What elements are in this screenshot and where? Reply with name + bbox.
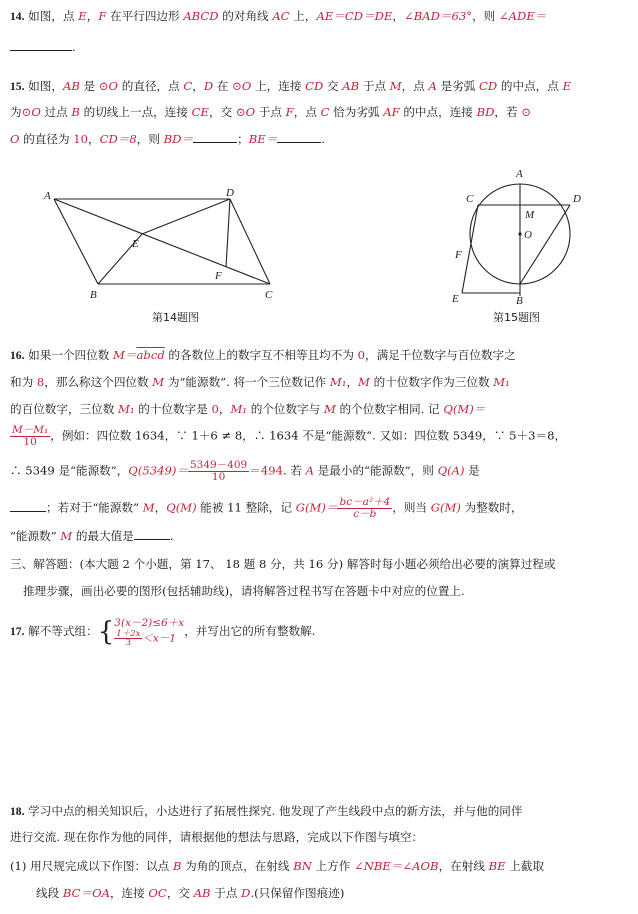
- fig14-label-f: F: [215, 270, 222, 282]
- fig15-label-c: C: [466, 193, 474, 205]
- fig14-side-dc: [230, 199, 270, 284]
- fig15-label-d: D: [573, 193, 581, 205]
- fig14-caption: 第14题图: [152, 311, 199, 324]
- fig15-label-b: B: [516, 295, 523, 305]
- fig14-label-b: B: [90, 289, 97, 301]
- fig14-segment-ed: [142, 199, 230, 234]
- fig14-label-a: A: [44, 190, 51, 202]
- q14-number: 14.: [10, 10, 25, 23]
- exam-page: 14. 如图，点 E，F 在平行四边形 ABCD 的对角线 AC 上，AE＝CD＝DE，∠BAD＝63°，则 ∠ADE＝ . 15. 如图，AB 是 ⊙O 的直径，点 C，D 在 ⊙O 上，连接 CD 交 AB 于点 M，点 A 是劣弧 CD 的中点，点 E 为⊙O 过点 B 的切线上一点，连接 CE，交 ⊙O 于点 F，点 C 恰为劣弧 AF 的中点，连接 BD，若 ⊙ O 的直径为 10，CD＝8，则 BD＝ ；BE＝ . A D E F B C 第14题图 A C D M O F E B 第15题图 16. 如果一个四位数 M＝abcd 的各数位上的数字互不相等且均不为 0，满足千位数字与百位数字之 和为 8，那么称这个四位数 M 为“能源数”. 将一个三位数记作 M₁，M 的十位数字作为三位数 M₁ 的百位数字，三位数 M₁ 的十位数字是 0，M₁ 的个位数字与 M 的个位数字相同. 记 Q(M)＝ $\frac{\text{M－M₁}}{10}$ ，例如：四位数 1634，∵ 1＋6 ≠ 8，∴ 1634 不是“能源数”. 又如：四位数 5349，∵ 5＋3＝8， ∴ 5349 是“能源数”，Q(5349)＝ $\frac{5349-409}{10}$ ＝494. 若 A 是最小的“能源数”，则 Q(A) 是 ；若对于“能源数” M，Q(M) 能被 11 整除，记 G(M)＝ $\frac{\text{bc－a²＋4}}{c-b}$ ，则当 G(M) 为整数时， “能源数” M 的最大值是 . 三、解答题：(本大题 2 个小题，第 17、 18 题 8 分，共 16 分) 解答时每小题必须给出必要的演算过程或 推理步骤，画出必要的图形(包括辅助线)，请将解答过程书写在答题卡中对应的位置上. 17. 解不等式组：{ 3(x－2)≤6＋x $\frac{1+2x}{3}$ ＜x－1 ，并写出它的所有整数解. 18. 学习中点的相关知识后，小达进行了拓展性探究. 他发现了产生线段中点的新方法，并与他的同伴 进行交流. 现在你作为他的同伴，请根据他的想法与思路，完成以下作图与填空： (1) 用尺规完成以下作图：以点 B 为角的顶点，在射线 BN 上方作 ∠NBE＝∠AOB，在射线 BE 上截取 线段 BC＝OA，连接 OC，交 AB 于点 D.(只保留作图痕迹): [0, 0, 638, 914]
- q16-qm-fraction: $\frac{\text{M－M₁}}{10}$: [12, 424, 49, 448]
- fig15-caption: 第15题图: [493, 311, 540, 324]
- fig15-label-m: M: [525, 209, 535, 221]
- q17-system: 3(x－2)≤6＋x $\frac{1+2x}{3}$ ＜x－1: [114, 617, 185, 648]
- fig15-center-dot: [518, 232, 521, 235]
- fig15-label-a: A: [516, 168, 523, 180]
- q16-q5349-fraction: $\frac{5349-409}{10}$: [189, 459, 248, 483]
- fig14-diagonal-ac: [54, 199, 270, 284]
- q16-gm-fraction: $\frac{\text{bc－a²＋4}}{c-b}$: [339, 496, 391, 520]
- q15-bd-blank[interactable]: [193, 130, 237, 143]
- q15-be-blank[interactable]: [277, 130, 321, 143]
- fig15-label-o: O: [524, 229, 532, 241]
- q16-qa-blank[interactable]: [10, 499, 46, 512]
- fig15-label-e: E: [452, 293, 459, 305]
- fig15-label-f: F: [455, 249, 462, 261]
- q14-answer-blank[interactable]: [10, 38, 72, 51]
- fig14-label-e: E: [132, 238, 139, 250]
- figure-15: [440, 160, 590, 305]
- figure-14: [40, 185, 290, 305]
- fig14-label-d: D: [226, 187, 234, 199]
- fig14-segment-df: [226, 199, 230, 267]
- q16-max-blank[interactable]: [134, 527, 170, 540]
- fig15-segment-ce: [462, 205, 478, 293]
- fig14-label-c: C: [265, 289, 273, 301]
- fig14-side-ab: [54, 199, 98, 284]
- q17-brace: {: [97, 617, 115, 647]
